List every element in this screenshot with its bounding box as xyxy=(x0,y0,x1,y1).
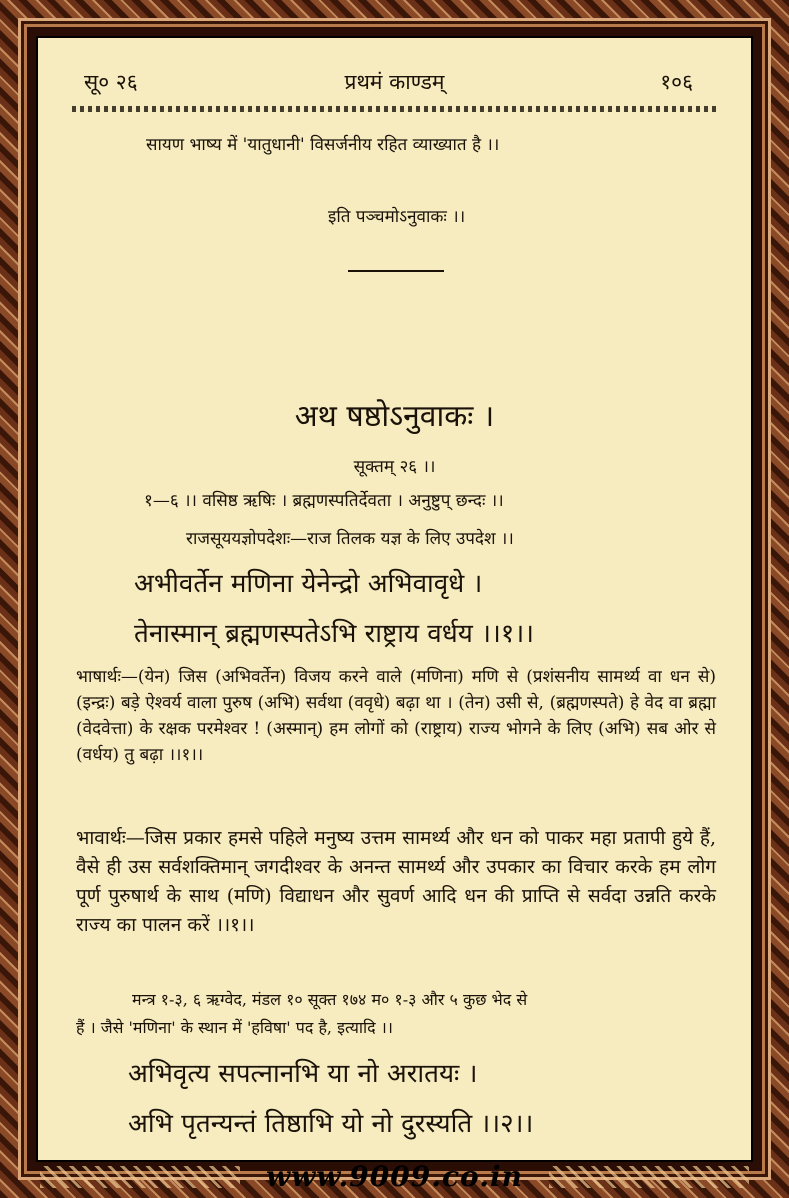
upadesh-line: राजसूययज्ञोपदेशः—राज तिलक यज्ञ के लिए उपदेश ।। xyxy=(186,529,514,549)
bhashya-paragraph: भाषार्थः—(येन) जिस (अभिवर्तेन) विजय करने वाले (मणिना) मणि से (प्रशंसनीय सामर्थ्य वा धन से) (इन्द्रः) बड़े ऐश्वर्य वाला पुरुष (अभि) सर्वथा (ववृधे) बढ़ा था । (तेन) उसी से, (ब्रह्मणस्पते) हे वेद वा ब्रह्मा (वेदवेत्ता) के रक्षक परमेश्वर ! (अस्मान्) हम लोगों को (राष्ट्राय) राज्य भोगने के लिए (अभि) सब ओर से (वर्धय) तु बढ़ा ।।१।। xyxy=(76,667,716,765)
section-rule xyxy=(348,270,444,272)
header-title: प्रथमं काण्डम् xyxy=(344,70,445,94)
book-page xyxy=(36,36,753,1162)
bhavartha-paragraph: भावार्थः—जिस प्रकार हमसे पहिले मनुष्य उत्तम सामर्थ्य और धन को पाकर महा प्रतापी हुये हैं, वैसे ही उस सर्वशक्तिमान् जगदीश्वर के अनन्त सामर्थ्य और उपकार का विचार करके हम लोग पूर्ण पुरुषार्थ के साथ (मणि) विद्याधन और सुवर्ण आदि धन की प्राप्ति से सर्वदा उन्नति करके राज्य का पालन करें ।।१।। xyxy=(76,827,716,936)
footer-website[interactable]: www.9009.co.in xyxy=(266,1160,523,1193)
header-divider xyxy=(72,106,717,112)
header-sukta-number: सू० २६ xyxy=(84,70,138,94)
sukta-number: सूक्तम् २६ ।। xyxy=(353,457,436,477)
mantra1-line1: अभीवर्तेन मणिना येनेन्द्रो अभिवावृधे । xyxy=(134,569,483,599)
note-line2: हैं । जैसे 'मणिना' के स्थान में 'हविषा' पद है, इत्यादि ।। xyxy=(76,1018,393,1037)
mantra1-line2: तेनास्मान् ब्रह्मणस्पतेऽभि राष्ट्राय वर्धय ।।१।। xyxy=(134,619,535,649)
mantra2-line1: अभिवृत्य सपत्नानभि या नो अरातयः । xyxy=(128,1059,478,1089)
iti-line: इति पञ्चमोऽनुवाकः ।। xyxy=(328,207,466,227)
header-page-number: १०६ xyxy=(660,70,693,94)
rishi-line: १—६ ।। वसिष्ठ ऋषिः । ब्रह्मणस्पतिर्देवता । अनुष्टुप् छन्दः ।। xyxy=(144,491,504,511)
page-header xyxy=(36,66,753,100)
mantra2-line2: अभि पृतन्यन्तं तिष्ठाभि यो नो दुरस्यति ।।२।। xyxy=(128,1109,534,1139)
note-sayana: सायण भाष्य में 'यातुधानी' विसर्जनीय रहित व्याख्यात है ।। xyxy=(146,135,500,155)
anuvaka-title: अथ षष्ठोऽनुवाकः । xyxy=(294,399,495,434)
note-line1: मन्त्र १-३, ६ ऋग्वेद, मंडल १० सूक्त १७४ म० १-३ और ५ कुछ भेद से xyxy=(132,990,528,1009)
